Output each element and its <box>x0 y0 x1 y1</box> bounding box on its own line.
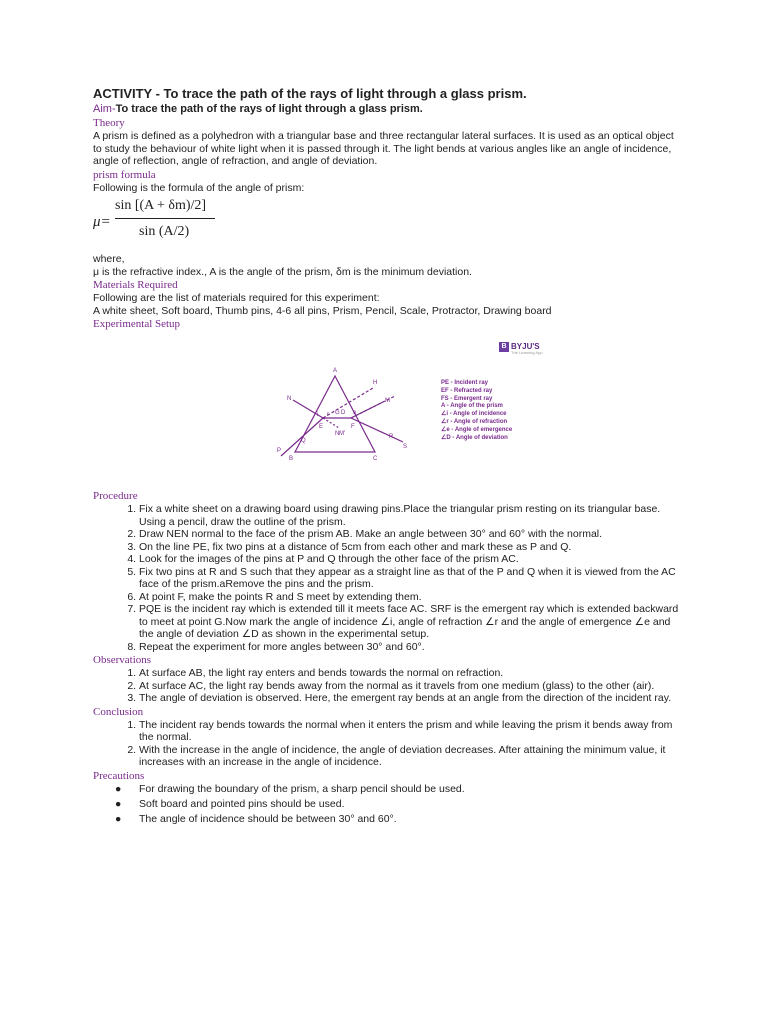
formula-denominator: sin (A/2) <box>139 224 190 239</box>
label-h: H <box>373 380 378 386</box>
observation-item: 2. At surface AC, the light ray bends away from the normal as it travels from one medium (glass) to the other (air). <box>139 680 683 693</box>
conclusion-list <box>93 719 683 769</box>
emergent-ray <box>351 418 403 442</box>
conclusion-heading: Conclusion <box>93 705 144 718</box>
precaution-text: For drawing the boundary of the prism, a sharp pencil should be used. <box>139 782 465 795</box>
incident-extension <box>323 388 373 418</box>
precaution-item <box>115 798 683 811</box>
precautions-list <box>93 783 683 826</box>
prism-diagram <box>223 334 553 484</box>
normal-ab <box>293 400 323 418</box>
formula-numerator: sin [(A + δm)/2] <box>115 198 207 213</box>
materials-heading: Materials Required <box>93 279 178 291</box>
label-c: C <box>373 456 378 462</box>
label-f: F <box>351 424 355 430</box>
legend-item: FS - Emergent ray <box>441 395 493 402</box>
procedure-step: 2. Draw NEN normal to the face of the prism AB. Make an angle between 30° and 60° with the normal. <box>139 528 683 541</box>
conclusion-item: 2. With the increase in the angle of incidence, the angle of deviation decreases. After attaining the minimum value, it increases with an increase in the angle of incidence. <box>139 744 683 769</box>
bullet-icon: ● <box>115 782 122 795</box>
bullet-icon: ● <box>115 812 122 825</box>
procedure-step: 8. Repeat the experiment for more angles between 30° and 60°. <box>139 641 683 654</box>
label-e: E <box>319 424 324 430</box>
procedure-step: 1. Fix a white sheet on a drawing board using drawing pins.Place the triangular prism resting on its triangular base. Using a pencil, draw the outline of the prism. <box>139 503 683 528</box>
normal-ab-inside <box>323 418 339 428</box>
theory-heading: Theory <box>93 117 125 129</box>
label-r-angle: r <box>327 412 329 418</box>
legend-item: ∠D - Angle of deviation <box>441 434 508 441</box>
label-e-angle: e <box>353 410 357 416</box>
observations-list <box>93 667 683 705</box>
where-label: where, <box>93 253 125 265</box>
prism-formula-intro: Following is the formula of the angle of prism: <box>93 181 305 194</box>
observation-item: 1. At surface AB, the light ray enters and bends towards the normal on refraction. <box>139 667 683 680</box>
legend-item: PE - Incident ray <box>441 380 489 386</box>
label-b: B <box>289 456 294 462</box>
label-r: R <box>389 434 394 440</box>
document-page <box>93 86 683 828</box>
procedure-heading: Procedure <box>93 490 138 502</box>
label-d: D <box>341 410 346 416</box>
legend-item: EF - Refracted ray <box>441 387 493 394</box>
precaution-text: The angle of incidence should be between 30° and 60°. <box>139 812 397 825</box>
aim-label: Aim- <box>93 103 116 115</box>
legend-item: ∠r - Angle of refraction <box>441 418 508 425</box>
byjus-brand: BYJU'S <box>511 342 540 352</box>
label-a: A <box>333 368 338 374</box>
materials-intro: Following are the list of materials required for this experiment: <box>93 292 380 304</box>
legend-item: ∠e - Angle of emergence <box>441 426 513 433</box>
precaution-item <box>115 813 683 826</box>
label-g: G <box>335 410 340 416</box>
procedure-step: 6. At point F, make the points R and S meet by extending them. <box>139 591 683 604</box>
legend-item: A - Angle of the prism <box>441 403 503 410</box>
byjus-tagline: The Learning App <box>511 350 543 355</box>
conclusion-item: 1. The incident ray bends towards the normal when it enters the prism and while leaving the prism it bends away from the normal. <box>139 719 683 744</box>
observation-item: 3. The angle of deviation is observed. Here, the emergent ray bends at an angle from the direction of the incident ray. <box>139 692 683 705</box>
prism-formula <box>93 196 683 250</box>
label-n: N <box>287 396 292 402</box>
fraction-bar <box>115 218 215 219</box>
label-q: Q <box>301 438 306 444</box>
label-s: S <box>403 444 408 450</box>
label-m-prime: M' <box>339 431 346 437</box>
precautions-heading: Precautions <box>93 769 145 782</box>
bullet-icon: ● <box>115 797 122 810</box>
prism-formula-heading: prism formula <box>93 168 156 181</box>
legend-item: ∠i - Angle of incidence <box>441 411 507 418</box>
materials-list: A white sheet, Soft board, Thumb pins, 4-6 all pins, Prism, Pencil, Scale, Protractor, Drawing board <box>93 304 552 317</box>
aim-text: To trace the path of the rays of light through a glass prism. <box>115 103 423 115</box>
procedure-step: 3. On the line PE, fix two pins at a distance of 5cm from each other and mark these as P and Q. <box>139 541 683 554</box>
incident-ray <box>281 418 323 456</box>
aim-line <box>93 103 683 116</box>
byjus-logo-icon: B <box>499 342 509 352</box>
setup-heading: Experimental Setup <box>93 318 181 330</box>
diagram-legend <box>441 380 512 442</box>
label-m: M <box>385 398 390 404</box>
theory-text: A prism is defined as a polyhedron with a triangular base and three rectangular lateral surfaces. It is used as an optical object to study the behaviour of white light when it is passed through it. The light bends at various angles like an angle of incidence, angle of reflection, angle of refraction, and angle of deviation. <box>93 130 674 167</box>
page-title: ACTIVITY - To trace the path of the rays of light through a glass prism. <box>93 86 527 101</box>
formula-definitions: μ is the refractive index., A is the angle of the prism, δm is the minimum deviation. <box>93 265 472 278</box>
observations-heading: Observations <box>93 654 152 666</box>
procedure-step: 7. PQE is the incident ray which is extended till it meets face AC. SRF is the emergent ray which is extended backward to meet at point G.Now mark the angle of incidence ∠i, angle of refraction ∠r and the angle of emergence ∠e and the angle of deviation ∠D as shown in the experimental setup. <box>139 603 683 641</box>
byjus-logo <box>499 342 543 355</box>
formula-lhs: μ= <box>93 214 111 230</box>
label-n-prime: N' <box>335 431 341 437</box>
procedure-step: 4. Look for the images of the pins at P and Q through the other face of the prism AC. <box>139 553 683 566</box>
procedure-step: 5. Fix two pins at R and S such that they appear as a straight line as that of the P and Q when it is viewed from the AC face of the prism.aRemove the pins and the prism. <box>139 566 683 591</box>
procedure-list <box>93 503 683 653</box>
label-i: i <box>317 412 319 418</box>
precaution-item <box>115 783 683 796</box>
precaution-text: Soft board and pointed pins should be used. <box>139 797 345 810</box>
label-p: P <box>277 448 282 454</box>
